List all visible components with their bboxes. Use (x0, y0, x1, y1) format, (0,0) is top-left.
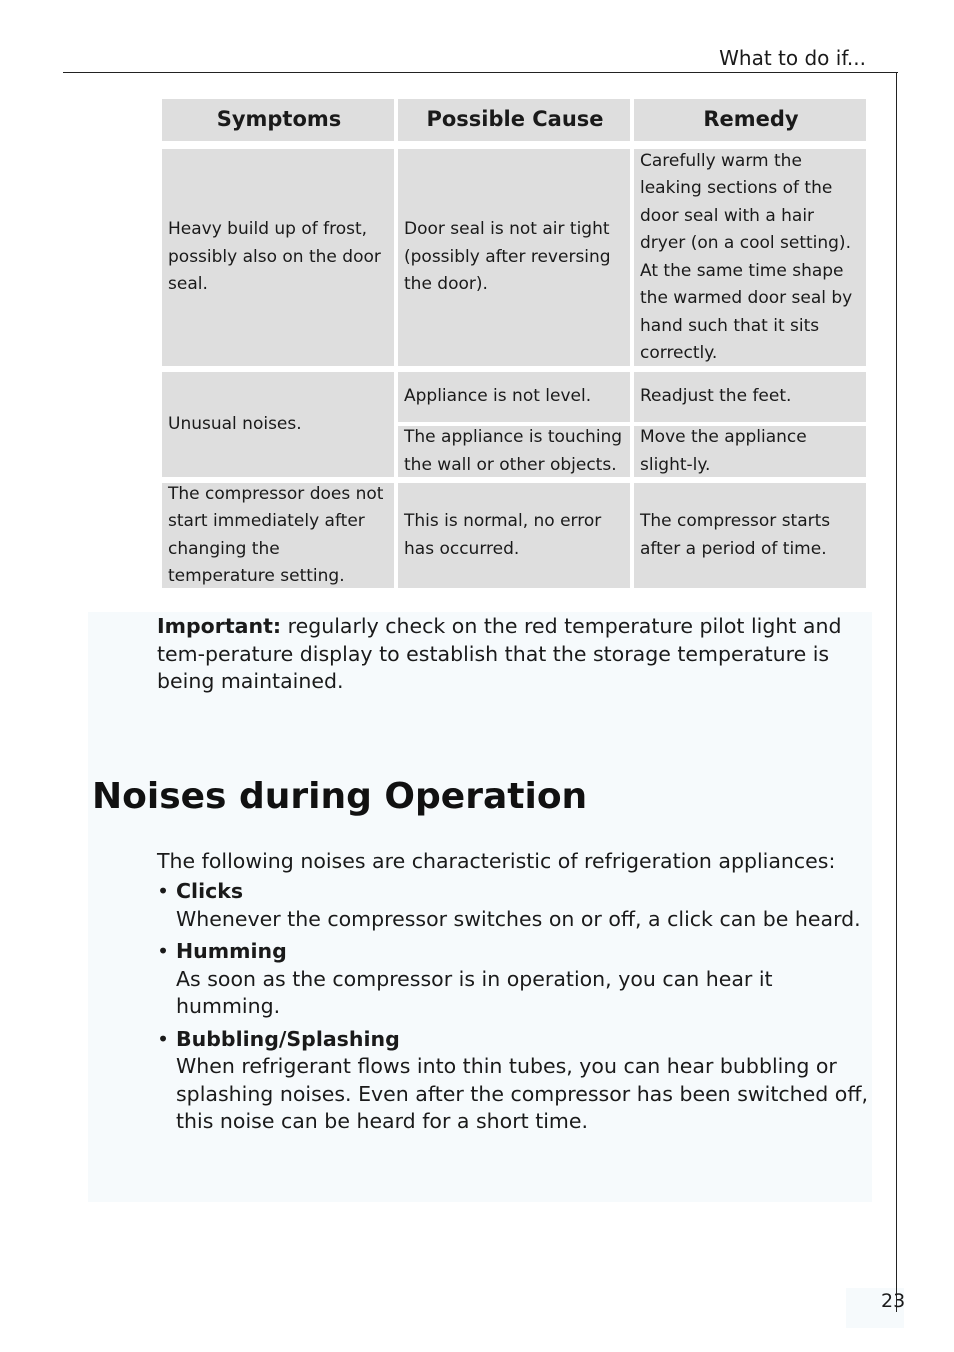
important-text: regularly check on the red temperature pilot light and tem-perature display to establish that the storage temperature is being maintained. (157, 614, 842, 693)
bullet: • (157, 879, 170, 903)
noise-list (157, 878, 877, 1141)
noise-description: When refrigerant flows into thin tubes, you can hear bubbling or splashing noises. Even after the compressor has been switched off, this noise can be heard for a short time. (176, 1054, 868, 1133)
side-rule (896, 72, 897, 1312)
noise-description: Whenever the compressor switches on or off, a click can be heard. (176, 906, 861, 931)
section-intro: The following noises are characteristic of refrigeration appliances: (157, 849, 836, 873)
cause-cell: This is normal, no error has occurred. (398, 483, 630, 588)
header-remedy: Remedy (634, 99, 866, 141)
list-item (157, 1026, 877, 1136)
remedy-cell: Carefully warm the leaking sections of the door seal with a hair dryer (on a cool setting). At the same time shape the warmed door seal by hand such that it sits correctly. (634, 149, 866, 366)
remedy-cell: Readjust the feet. (634, 372, 866, 422)
symptom-cell: Unusual noises. (162, 372, 394, 477)
symptom-cell: The compressor does not start immediately after changing the temperature setting. (162, 483, 394, 588)
important-note (157, 613, 877, 696)
page-header-title: What to do if... (719, 46, 866, 70)
page-number: 23 (881, 1290, 906, 1312)
cause-cell: Appliance is not level. (398, 372, 630, 422)
noise-description: As soon as the compressor is in operation, you can hear it humming. (176, 966, 773, 1018)
list-item (157, 938, 877, 1021)
header-possible-cause: Possible Cause (398, 99, 630, 141)
noise-name: Clicks (176, 879, 244, 903)
header-rule (63, 72, 898, 73)
noise-name: Humming (176, 939, 287, 963)
remedy-cell: The compressor starts after a period of time. (634, 483, 866, 588)
section-title: Noises during Operation (92, 776, 588, 817)
symptom-cell: Heavy build up of frost, possibly also on the door seal. (162, 149, 394, 366)
noise-name: Bubbling/Splashing (176, 1026, 400, 1051)
important-label: Important: (157, 614, 282, 638)
bullet: • (157, 1026, 170, 1051)
list-item (157, 878, 877, 933)
cause-cell: The appliance is touching the wall or other objects. (398, 426, 630, 477)
remedy-cell: Move the appliance slight-ly. (634, 426, 866, 477)
header-symptoms: Symptoms (162, 99, 394, 141)
bullet: • (157, 939, 170, 963)
cause-cell: Door seal is not air tight (possibly after reversing the door). (398, 149, 630, 366)
